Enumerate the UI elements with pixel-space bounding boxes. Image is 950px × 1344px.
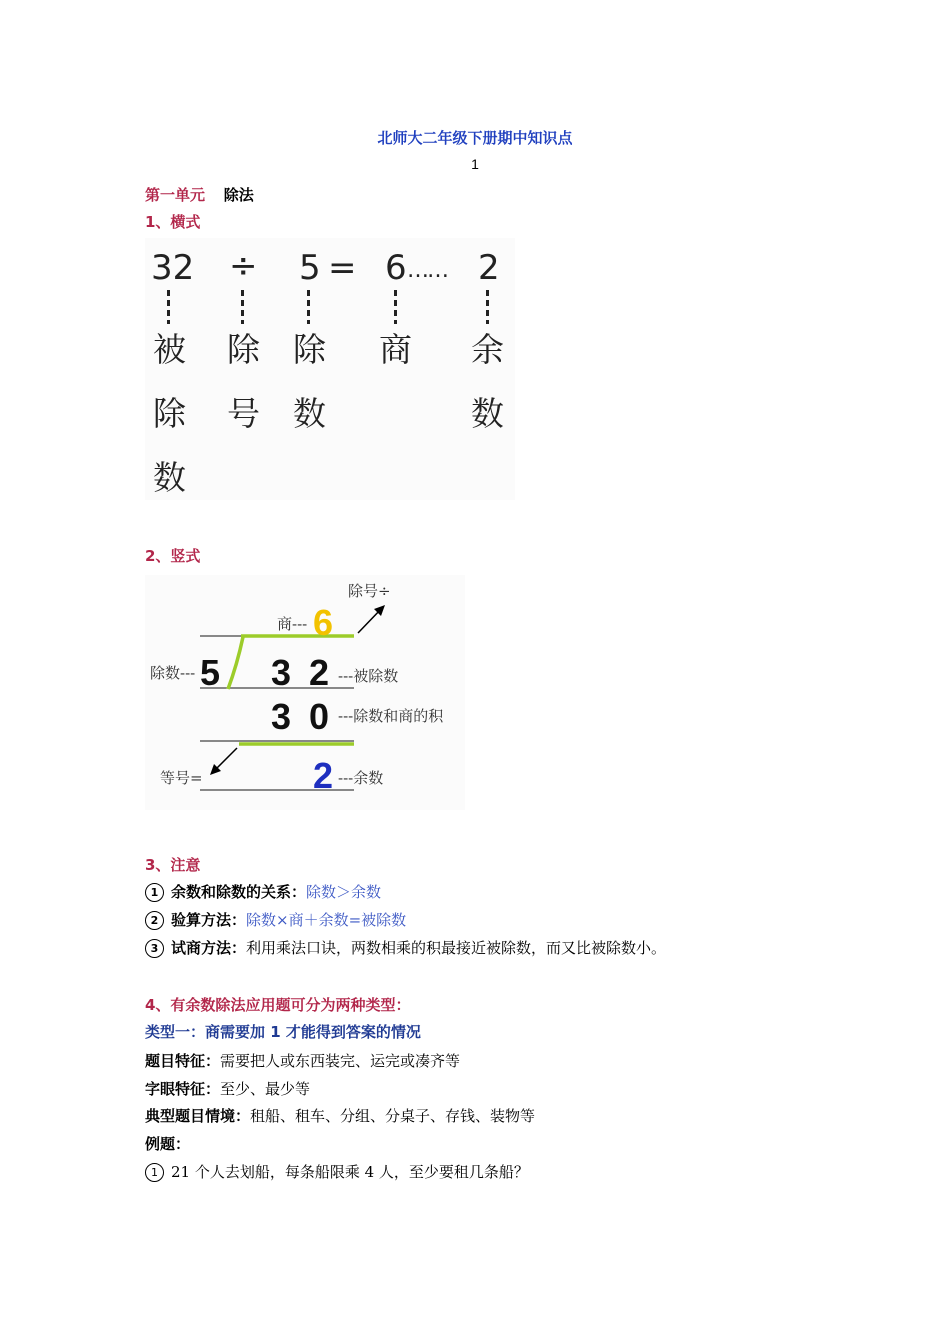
horizontal-division-figure [145,238,515,500]
dashed-connector [486,290,489,324]
label-dividend: ---被除数 [338,667,399,685]
scenario-line [145,1105,535,1126]
divide-sign: ÷ [229,246,258,286]
section-heading-notes: 3、注意 [145,856,201,874]
label-divisor: 除数--- [150,664,196,682]
label-equals: 等号= [160,769,203,787]
circled-number: 2 [145,911,164,930]
feature-line [145,1050,460,1071]
divisor-number: 5 [299,248,321,288]
label-dividend-char: 数 [153,458,186,497]
quotient-number: 6 [385,248,407,288]
note-value: 除数×商＋余数=被除数 [246,911,407,929]
dashed-connector [167,290,170,324]
product-tens-digit: 3 [271,696,292,737]
quotient-digit: 6 [313,602,334,643]
bracket-curve [228,637,243,689]
keyword-value: 至少、最少等 [220,1080,311,1098]
product-ones-digit: 0 [309,696,330,737]
example-item [145,1161,529,1182]
divisor-digit: 5 [200,652,221,693]
remainder-number: 2 [478,248,500,288]
dashed-connector [307,290,310,324]
label-quotient: 商--- [277,615,308,633]
dashed-connector [241,290,244,324]
dividend-number: 32 [151,248,195,288]
remainder-digit: 2 [313,755,334,796]
circled-number: 3 [145,939,164,958]
section-heading-vertical: 2、竖式 [145,547,201,565]
unit-name: 除法 [223,186,254,204]
keyword-line [145,1078,310,1099]
note-value: 利用乘法口诀，两数相乘的积最接近被除数，而又比被除数小。 [246,939,667,957]
circled-number: 1 [145,883,164,902]
label-remainder: ---余数 [338,769,384,787]
feature-value: 需要把人或东西装完、运完或凑齐等 [220,1052,461,1070]
label-remainder-char: 数 [471,394,504,433]
label-remainder-char: 余 [471,330,504,369]
page-number: 1 [471,156,479,172]
label-divide-sign-char: 除 [227,330,260,369]
unit-heading [145,184,254,205]
label-quotient-char: 商 [379,330,412,369]
keyword-label: 字眼特征： [145,1080,221,1098]
dividend-tens-digit: 3 [271,652,292,693]
circled-number: 1 [145,1163,164,1182]
feature-label: 题目特征： [145,1052,221,1070]
example-label: 例题： [145,1135,191,1153]
note-item [145,881,381,902]
ellipsis-dots: …… [407,258,447,283]
scenario-label: 典型题目情境： [145,1107,251,1125]
long-division-figure [145,575,465,810]
note-label: 余数和除数的关系： [171,883,307,901]
page-title: 北师大二年级下册期中知识点 [377,129,573,147]
note-label: 试商方法： [171,939,247,957]
note-item [145,937,666,958]
section-heading-word-problems: 4、有余数除法应用题可分为两种类型： [145,996,411,1014]
note-label: 验算方法： [171,911,247,929]
label-divisor-char: 除 [293,330,326,369]
note-item [145,909,406,930]
unit-label: 第一单元 [145,186,206,204]
dividend-ones-digit: 2 [309,652,330,693]
label-divide-sign: 除号÷ [348,582,391,600]
dashed-connector [394,290,397,324]
label-divisor-char: 数 [293,394,326,433]
label-product: ---除数和商的积 [338,707,444,725]
note-value: 除数＞余数 [306,883,382,901]
label-dividend-char: 除 [153,394,186,433]
section-heading-horizontal: 1、横式 [145,213,201,231]
equals-sign: = [328,248,357,288]
label-divide-sign-char: 号 [227,394,260,433]
type-one-heading: 类型一：商需要加 1 才能得到答案的情况 [145,1023,421,1041]
label-dividend-char: 被 [153,330,186,369]
scenario-value: 租船、租车、分组、分桌子、存钱、装物等 [250,1107,536,1125]
example-text: 21 个人去划船，每条船限乘 4 人，至少要租几条船？ [171,1163,529,1181]
